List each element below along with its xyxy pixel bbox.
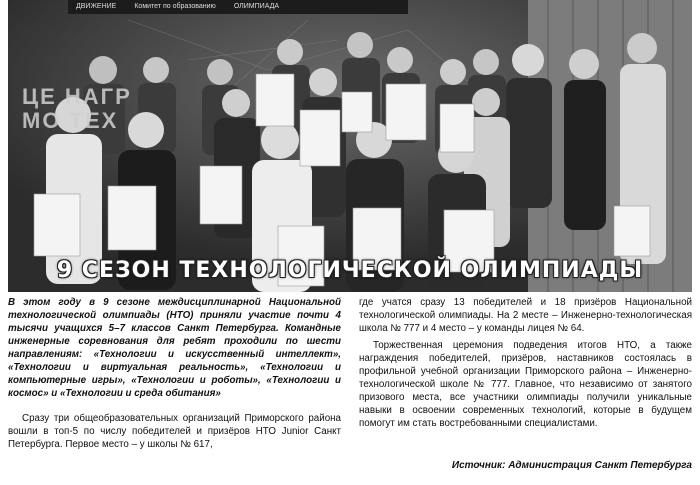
paragraph: Торжественная церемония подведения итогов НТО, а также награждения победителей, призёров, наставников состоялась в профильной учебной организации Приморского района – Инженерно-технологической школе № 777. Главное, что независимо от занятого призового места, все участники олимпиады получили уникальные навыки в освоении современных технологий, которые в будущем помогут им стать востребованными специалистами. [359,340,692,429]
event-banner-strip [68,0,408,14]
banner-item: Комитет по образованию [134,3,216,10]
source-credit: Источник: Администрация Санкт Петербурга [451,460,692,471]
photo-headline: 9 СЕЗОН ТЕХНОЛОГИЧЕСКОЙ ОЛИМПИАДЫ [56,258,644,283]
lead-paragraph: В этом году в 9 сезоне междисциплинарной Национальной технологической олимпиады (НТО) приняли участие почти 4 тысячи учащихся 5–7 классов Санкт Петербурга. Командные инженерные соревнования для ребят проходили по шести направлениям: «Технологии и искусственный интеллект», «Технологии и виртуальная реальность», «Технологии и компьютерные игры», «Технологии и роботы», «Технологии и космос» и «Технологии и среда обитания» [8,297,341,399]
paragraph: где учатся сразу 13 победителей и 18 призёров Национальной технологической олимпиады. На 2 месте – Инженерно-технологическая школа № 777 и 4 место – у команды лицея № 64. [359,297,692,334]
photo-illustration [8,0,692,292]
article-body [8,296,692,481]
article-column-left [8,296,341,451]
article-column-right [359,296,692,430]
paragraph: Сразу три общеобразовательных организаций Приморского района вошли в топ-5 по числу победителей и призёров НТО Junior Санкт Петербурга. Первое место – у школы № 617, [8,413,341,450]
banner-item: ДВИЖЕНИЕ [76,3,117,10]
stage-screen-text: ЦЕ НАГР МО ТЕХ [22,84,132,133]
group-photo [8,0,692,292]
banner-item: ОЛИМПИАДА [233,3,280,10]
